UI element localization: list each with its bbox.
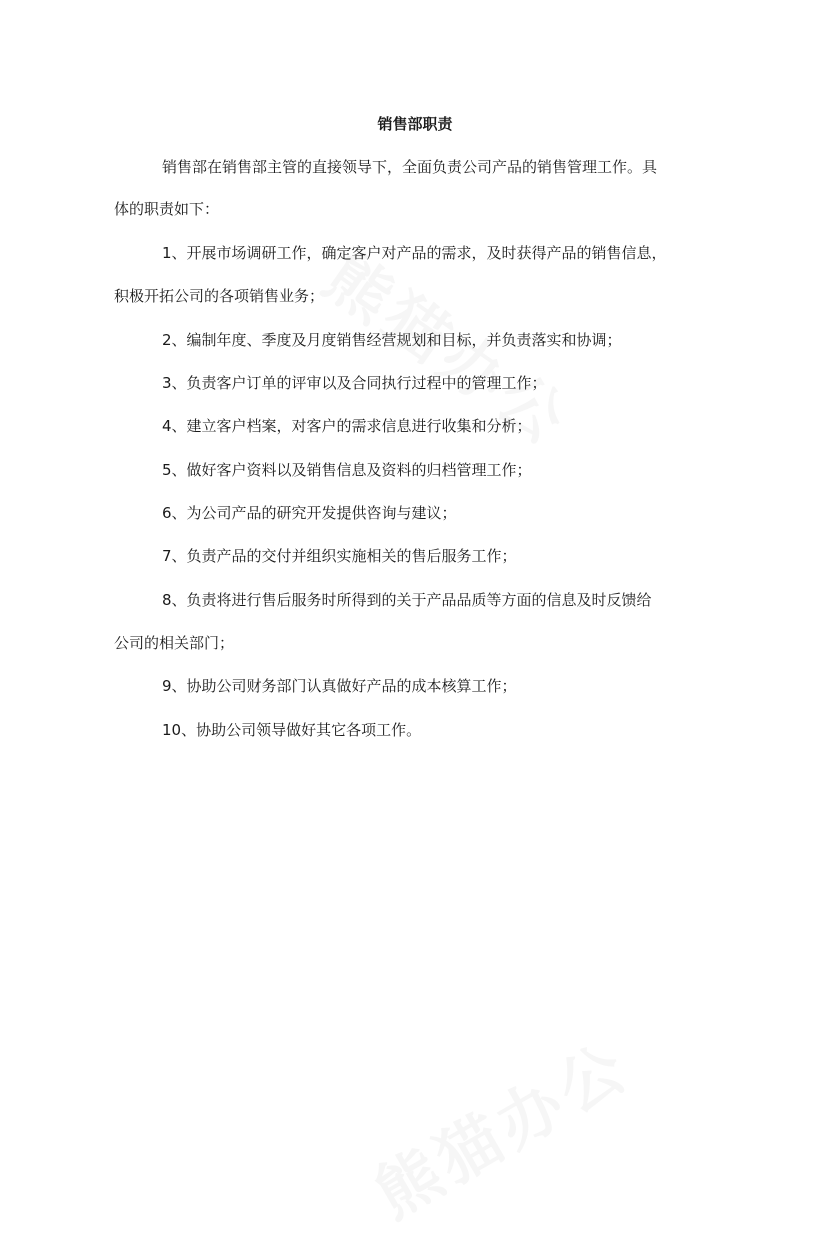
duty-item-7-text: 7、负责产品的交付并组织实施相关的售后服务工作； (162, 547, 517, 565)
watermark-text (363, 1029, 642, 1233)
duty-item-4 (162, 414, 768, 438)
duty-item-2 (162, 328, 768, 352)
duty-item-3-text: 3、负责客户订单的评审以及合同执行过程中的管理工作； (162, 374, 547, 392)
duty-item-1-line-1: 1、开展市场调研工作，确定客户对产品的需求，及时获得产品的销售信息， (162, 244, 667, 262)
intro-line-2: 体的职责如下： (114, 200, 220, 218)
duty-item-9-text: 9、协助公司财务部门认真做好产品的成本核算工作； (162, 677, 517, 695)
duty-item-5-text: 5、做好客户资料以及销售信息及资料的归档管理工作； (162, 461, 532, 479)
document-title: 销售部职责 (377, 115, 453, 133)
duty-item-5 (162, 458, 768, 482)
duty-item-8-continued (114, 631, 720, 655)
duty-item-8-line-2: 公司的相关部门； (114, 634, 235, 652)
intro-line-1: 销售部在销售部主管的直接领导下，全面负责公司产品的销售管理工作。具 (162, 158, 658, 176)
watermark (356, 1016, 644, 1236)
duty-item-10 (162, 718, 768, 742)
duty-item-7 (162, 544, 768, 568)
duty-item-2-text: 2、编制年度、季度及月度销售经营规划和目标，并负责落实和协调； (162, 331, 622, 349)
intro-paragraph-continued (114, 197, 720, 221)
duty-item-8-line-1: 8、负责将进行售后服务时所得到的关于产品品质等方面的信息及时反馈给 (162, 591, 652, 609)
duty-item-6 (162, 501, 768, 525)
duty-item-3 (162, 371, 768, 395)
duty-item-1-line-2: 积极开拓公司的各项销售业务； (114, 287, 325, 305)
duty-item-10-text: 10、协助公司领导做好其它各项工作。 (162, 721, 422, 739)
duty-item-4-text: 4、建立客户档案，对客户的需求信息进行收集和分析； (162, 417, 532, 435)
duty-item-9 (162, 674, 768, 698)
duty-item-1-continued (114, 284, 720, 308)
duty-item-6-text: 6、为公司产品的研究开发提供咨询与建议； (162, 504, 457, 522)
duty-item-1 (162, 241, 768, 265)
duty-item-8 (162, 588, 768, 612)
intro-paragraph (162, 155, 768, 179)
